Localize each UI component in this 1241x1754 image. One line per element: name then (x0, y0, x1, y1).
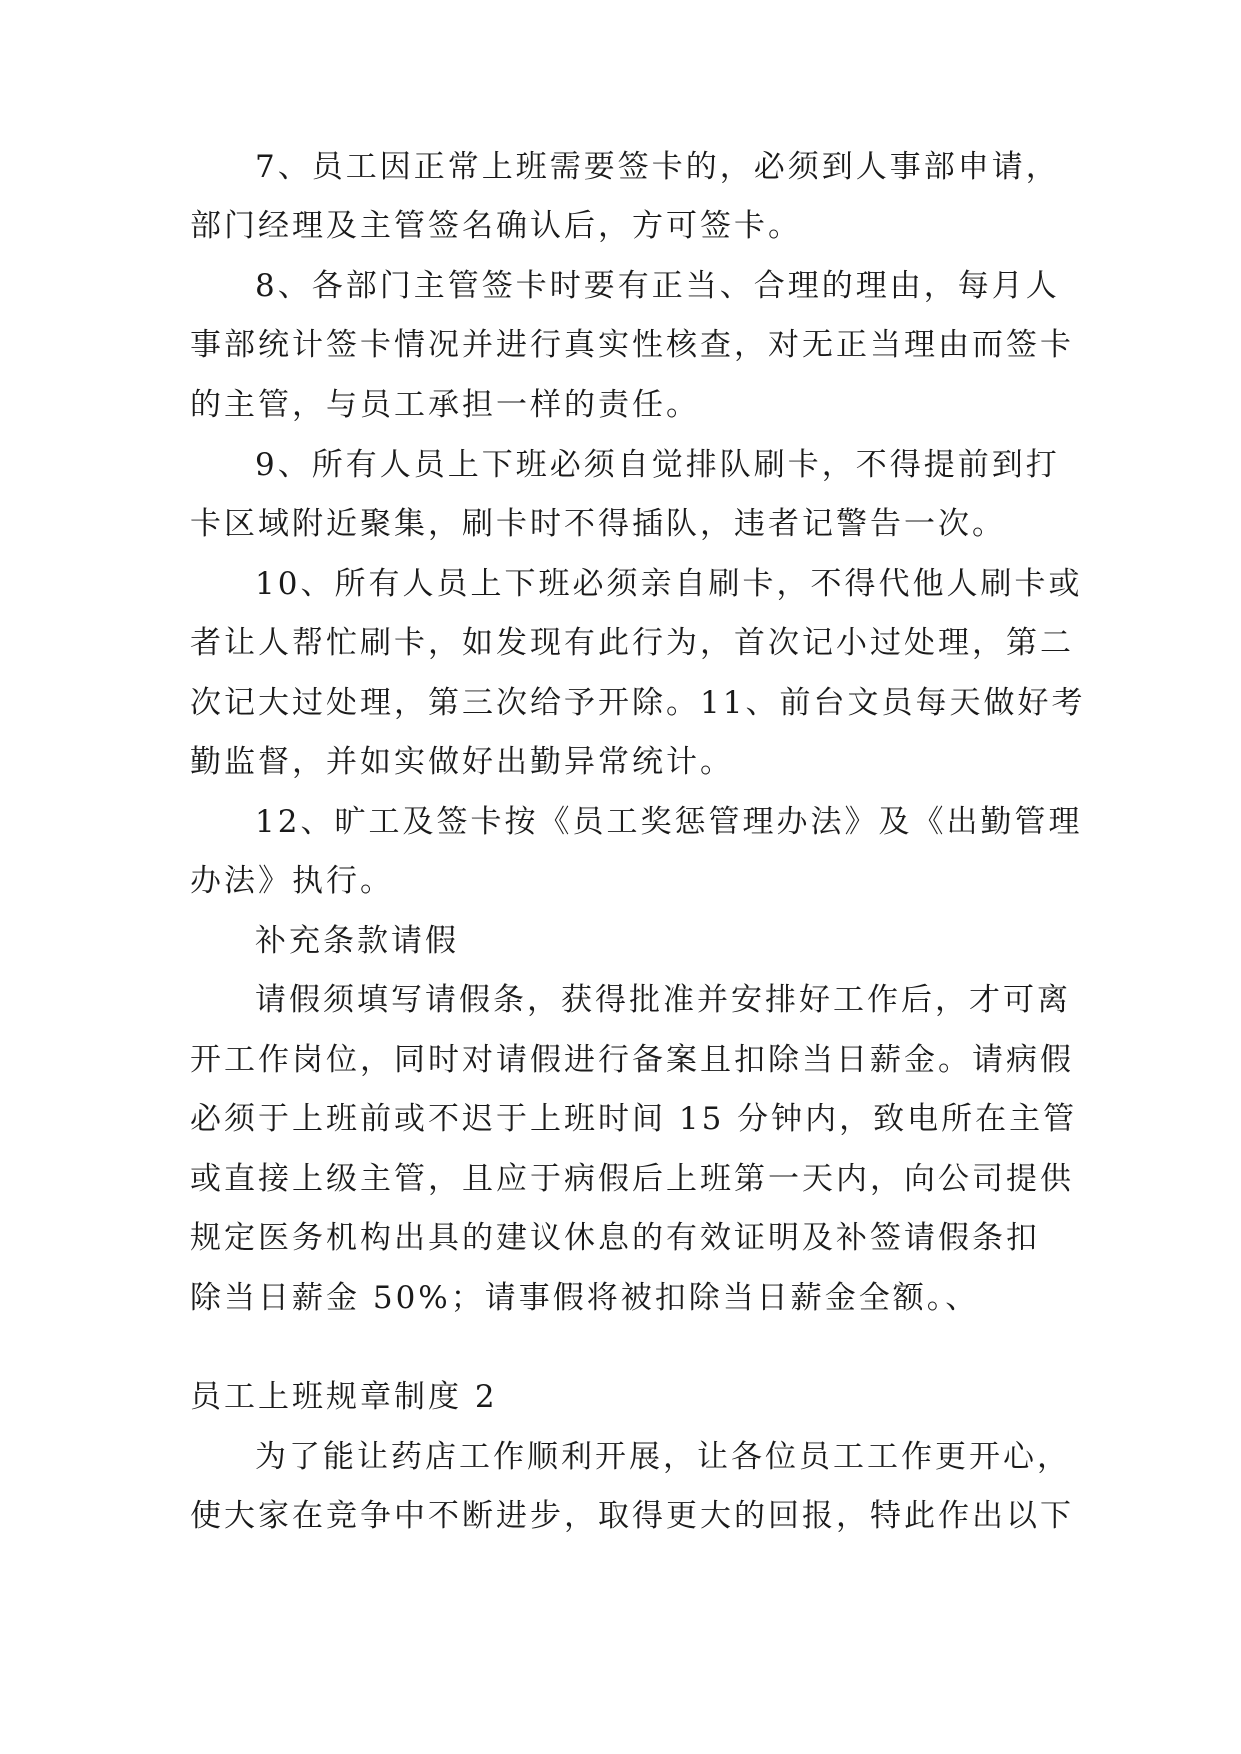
paragraph-10-line-4: 勤监督，并如实做好出勤异常统计。 (190, 744, 734, 780)
paragraph-8-line-2: 事部统计签卡情况并进行真实性核查，对无正当理由而签卡 (190, 327, 1074, 363)
intro-paragraph-line-2: 使大家在竞争中不断进步，取得更大的回报，特此作出以下 (190, 1498, 1074, 1534)
paragraph-12-line-1: 12、旷工及签卡按《员工奖惩管理办法》及《出勤管理 (255, 804, 1083, 840)
paragraph-7-line-1: 7、员工因正常上班需要签卡的，必须到人事部申请， (255, 149, 1060, 185)
leave-paragraph-line-3: 必须于上班前或不迟于上班时间 15 分钟内，致电所在主管 (190, 1101, 1078, 1137)
paragraph-8-line-1: 8、各部门主管签卡时要有正当、合理的理由，每月人 (255, 268, 1060, 304)
paragraph-7-line-2: 部门经理及主管签名确认后，方可签卡。 (190, 208, 802, 244)
paragraph-9-line-2: 卡区域附近聚集，刷卡时不得插队，违者记警告一次。 (190, 506, 1006, 542)
paragraph-10-line-1: 10、所有人员上下班必须亲自刷卡，不得代他人刷卡或 (255, 566, 1083, 602)
paragraph-9-line-1: 9、所有人员上下班必须自觉排队刷卡，不得提前到打 (255, 447, 1060, 483)
leave-paragraph-line-1: 请假须填写请假条，获得批准并安排好工作后，才可离 (255, 982, 1071, 1018)
paragraph-8-line-3: 的主管，与员工承担一样的责任。 (190, 387, 700, 423)
leave-paragraph-line-5: 规定医务机构出具的建议休息的有效证明及补签请假条扣 (190, 1220, 1040, 1256)
paragraph-10-line-2: 者让人帮忙刷卡，如发现有此行为，首次记小过处理，第二 (190, 625, 1074, 661)
leave-paragraph-line-6: 除当日薪金 50%；请事假将被扣除当日薪金全额。、 (190, 1280, 980, 1316)
intro-paragraph-line-1: 为了能让药店工作顺利开展，让各位员工工作更开心， (255, 1439, 1071, 1475)
leave-paragraph-line-4: 或直接上级主管，且应于病假后上班第一天内，向公司提供 (190, 1161, 1074, 1197)
section-title: 员工上班规章制度 2 (190, 1379, 498, 1415)
leave-paragraph-line-2: 开工作岗位，同时对请假进行备案且扣除当日薪金。请病假 (190, 1042, 1074, 1078)
paragraph-10-line-3: 次记大过处理，第三次给予开除。11、前台文员每天做好考 (190, 685, 1086, 721)
paragraph-12-line-2: 办法》执行。 (190, 863, 394, 899)
supplement-heading: 补充条款请假 (255, 923, 459, 959)
